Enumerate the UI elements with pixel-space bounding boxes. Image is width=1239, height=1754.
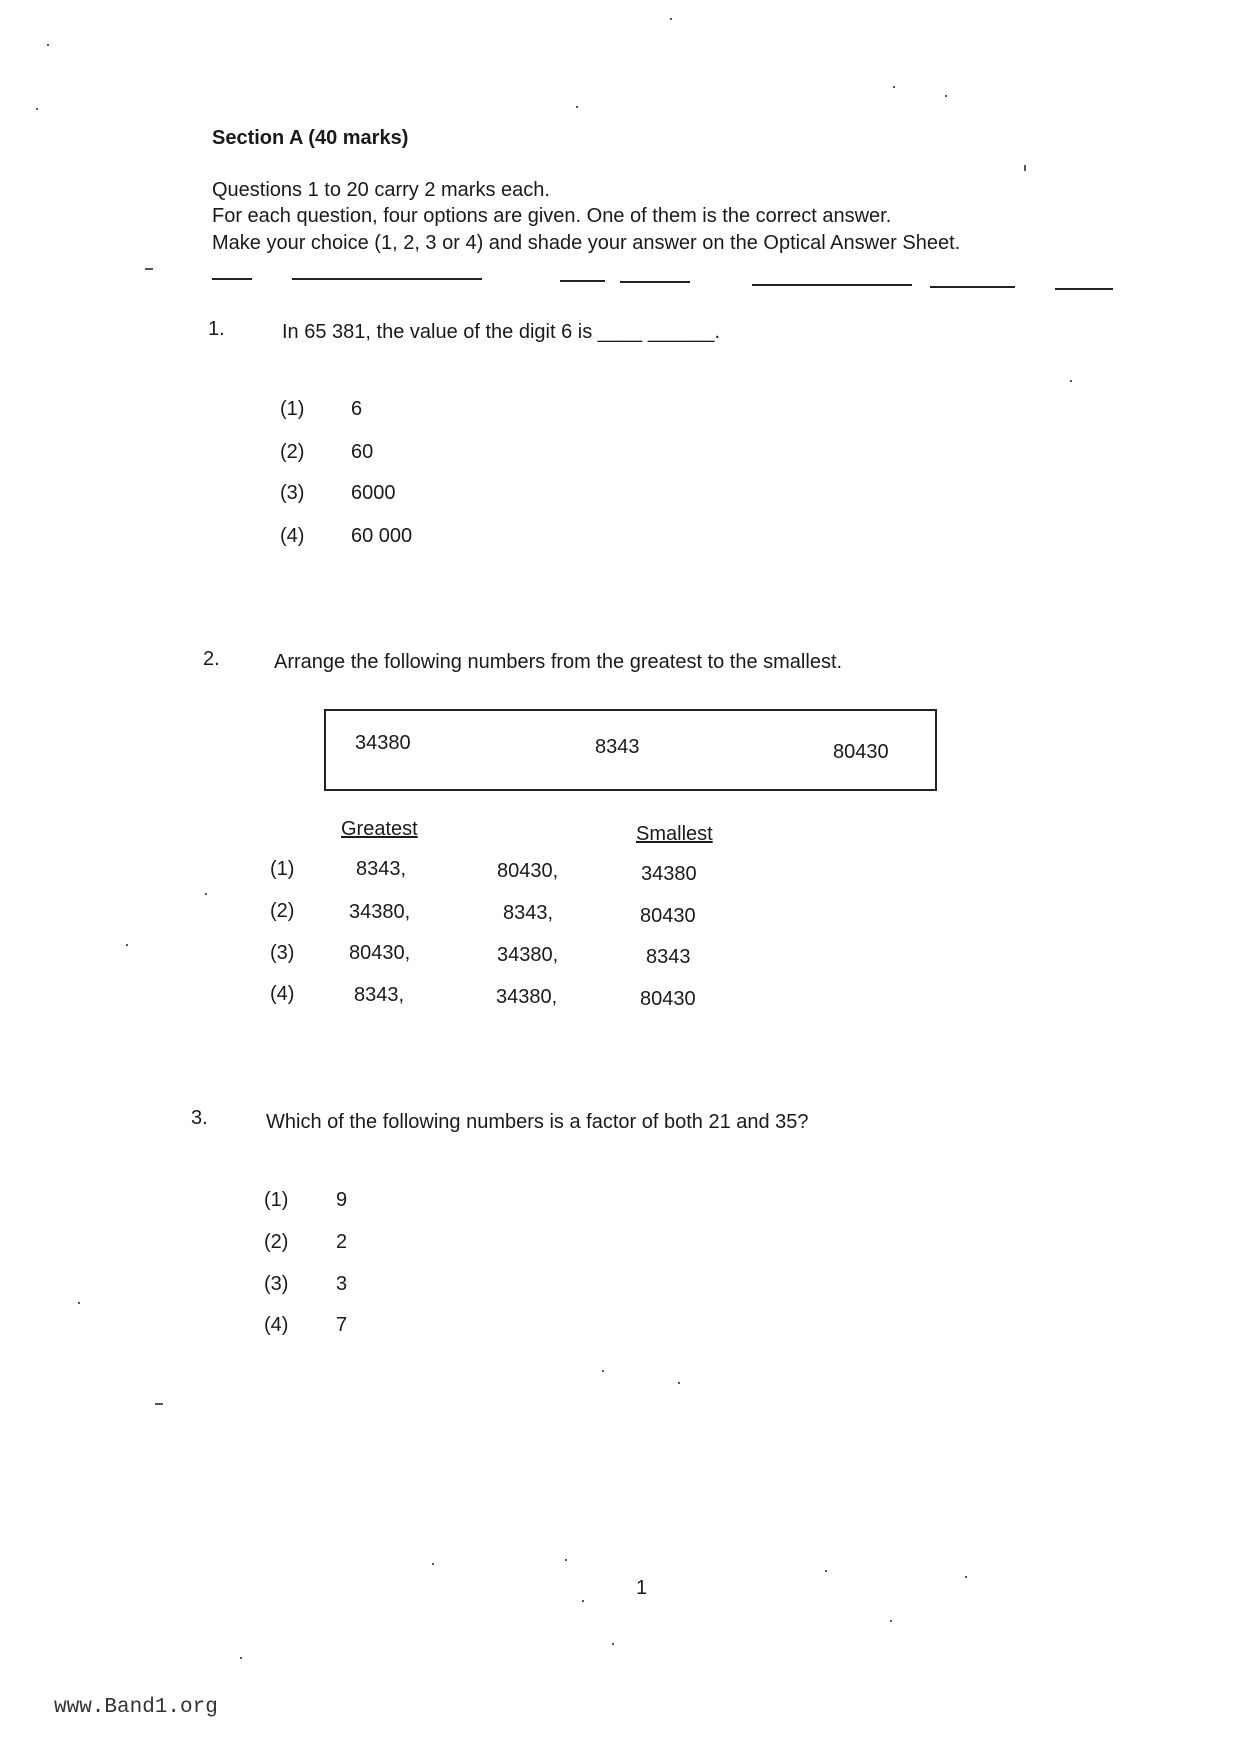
option-value: 9 bbox=[336, 1189, 348, 1211]
section-title: Section A (40 marks) bbox=[212, 127, 409, 149]
option-value: 7 bbox=[336, 1314, 348, 1336]
question-number: 2. bbox=[203, 648, 220, 670]
option-value: 80430, bbox=[497, 860, 559, 882]
header-greatest: Greatest bbox=[341, 818, 418, 840]
option-value: 8343, bbox=[354, 984, 405, 1006]
page-number: 1 bbox=[636, 1577, 648, 1599]
option-label: (4) bbox=[264, 1314, 289, 1336]
option-value: 80430 bbox=[640, 905, 696, 927]
option-value: 6000 bbox=[351, 482, 396, 504]
question-number: 1. bbox=[208, 318, 225, 340]
instruction-line: Make your choice (1, 2, 3 or 4) and shade your answer on the Optical Answer Sheet. bbox=[212, 232, 961, 254]
option-value: 3 bbox=[336, 1273, 348, 1295]
option-value: 2 bbox=[336, 1231, 348, 1253]
box-number: 34380 bbox=[355, 732, 411, 754]
option-value: 8343 bbox=[646, 946, 691, 968]
option-value: 8343, bbox=[503, 902, 554, 924]
option-label: (1) bbox=[264, 1189, 289, 1211]
option-label: (2) bbox=[270, 900, 295, 922]
option-value: 60 bbox=[351, 441, 374, 463]
option-label: (3) bbox=[270, 942, 295, 964]
question-text: In 65 381, the value of the digit 6 is ____ ______. bbox=[282, 321, 721, 343]
instruction-line: For each question, four options are given. One of them is the correct answer. bbox=[212, 205, 892, 227]
option-value: 60 000 bbox=[351, 525, 413, 547]
option-value: 80430 bbox=[640, 988, 696, 1010]
option-value: 8343, bbox=[356, 858, 407, 880]
option-label: (4) bbox=[280, 525, 305, 547]
question-text: Arrange the following numbers from the greatest to the smallest. bbox=[274, 651, 843, 673]
box-number: 80430 bbox=[833, 741, 889, 763]
option-label: (2) bbox=[264, 1231, 289, 1253]
option-value: 34380, bbox=[349, 901, 411, 923]
watermark-link[interactable]: www.Band1.org bbox=[54, 1696, 218, 1719]
option-value: 34380 bbox=[641, 863, 697, 885]
header-smallest: Smallest bbox=[636, 823, 713, 845]
box-number: 8343 bbox=[595, 736, 640, 758]
option-label: (3) bbox=[280, 482, 305, 504]
option-value: 34380, bbox=[497, 944, 559, 966]
option-value: 34380, bbox=[496, 986, 558, 1008]
question-text: Which of the following numbers is a factor of both 21 and 35? bbox=[266, 1111, 809, 1133]
option-value: 6 bbox=[351, 398, 363, 420]
option-label: (1) bbox=[280, 398, 305, 420]
option-label: (3) bbox=[264, 1273, 289, 1295]
option-label: (4) bbox=[270, 983, 295, 1005]
option-value: 80430, bbox=[349, 942, 411, 964]
question-number: 3. bbox=[191, 1107, 208, 1129]
instruction-line: Questions 1 to 20 carry 2 marks each. bbox=[212, 179, 550, 201]
option-label: (1) bbox=[270, 858, 295, 880]
option-label: (2) bbox=[280, 441, 305, 463]
